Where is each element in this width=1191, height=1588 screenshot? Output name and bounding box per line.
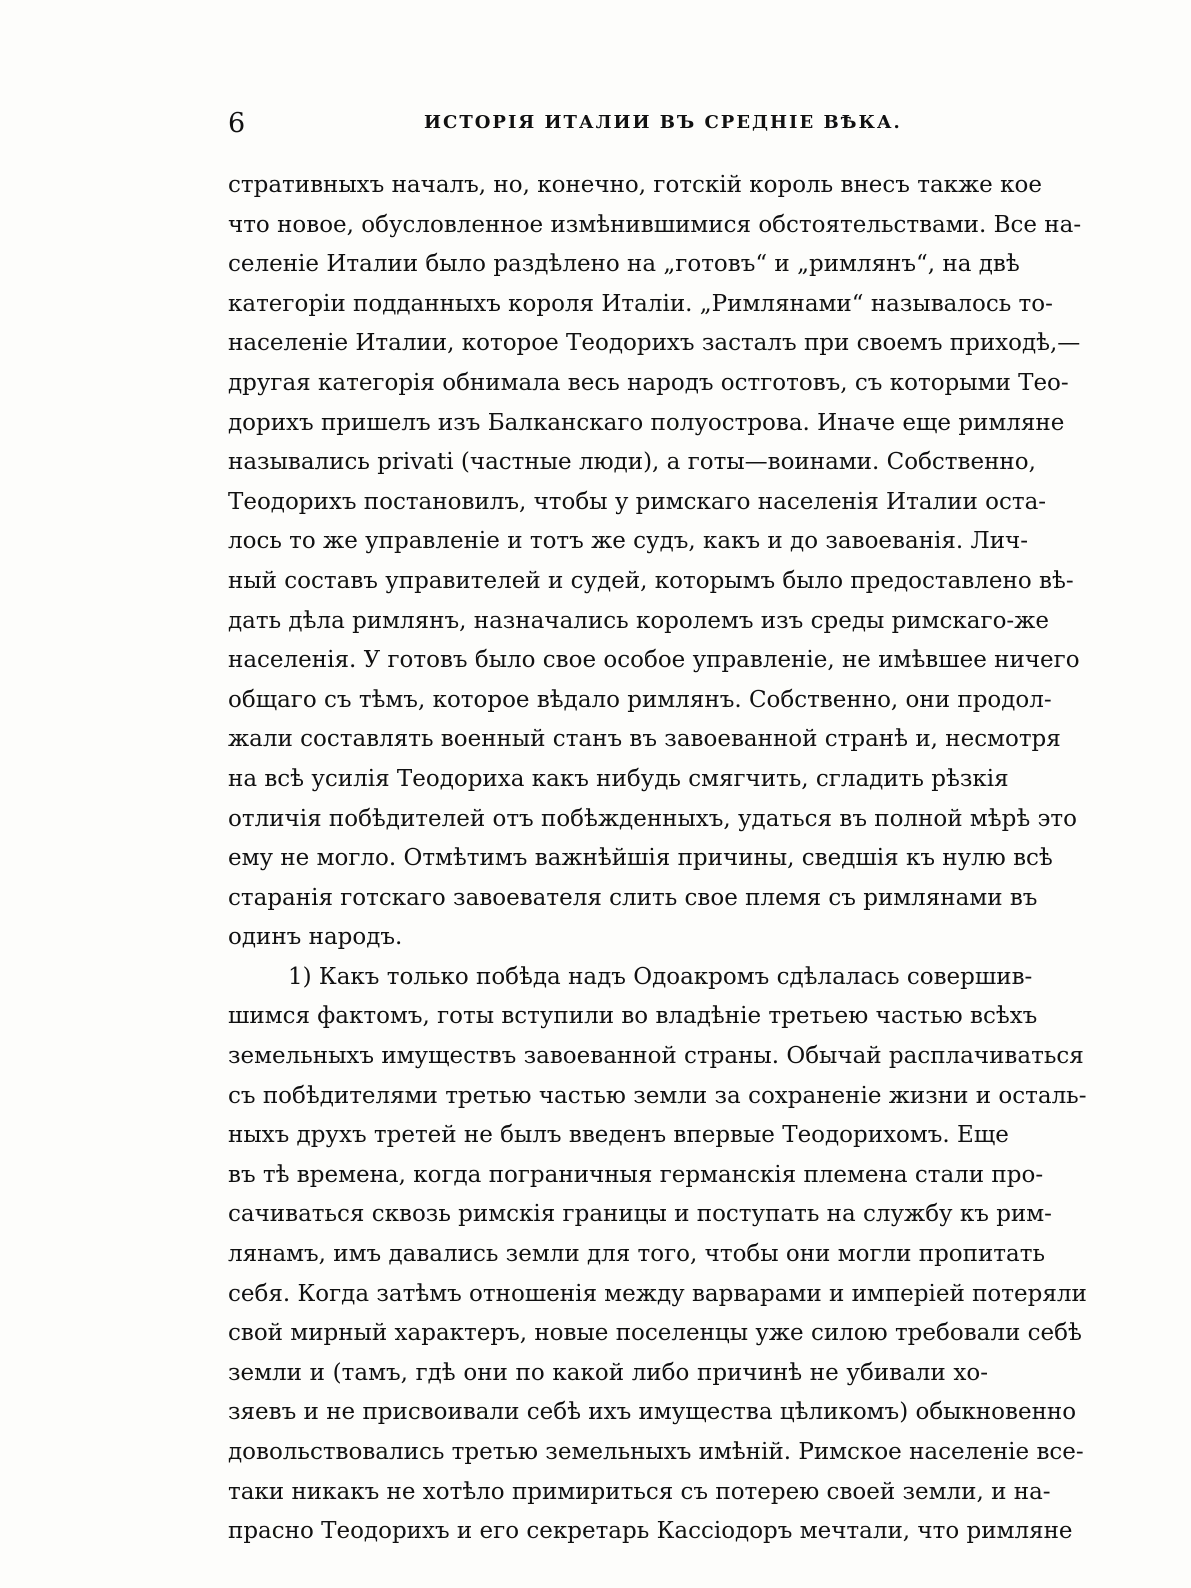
text-line: дать дѣла римлянъ, назначались королемъ изъ среды римскаго-же bbox=[228, 607, 1049, 634]
text-line: общаго съ тѣмъ, которое вѣдало римлянъ. Собственно, они продол- bbox=[228, 686, 1052, 713]
text-line: свой мирный характеръ, новые поселенцы уже силою требовали себѣ bbox=[228, 1320, 1082, 1347]
text-line: категоріи подданныхъ короля Италіи. „Римлянами“ называлось то- bbox=[228, 290, 1053, 317]
text-line: ный составъ управителей и судей, которымъ было предоставлено вѣ- bbox=[228, 567, 1074, 594]
running-title: ИСТОРІЯ ИТАЛИИ ВЪ СРЕДНІЕ ВѢКА. bbox=[424, 112, 902, 133]
text-line: ныхъ друхъ третей не былъ введенъ впервые Теодорихомъ. Еще bbox=[228, 1122, 1009, 1149]
text-line: довольствовались третью земельныхъ имѣній. Римское населеніе все- bbox=[228, 1439, 1084, 1465]
text-line: въ тѣ времена, когда пограничныя германскія племена стали про- bbox=[228, 1161, 1044, 1188]
text-line: лось то же управленіе и тотъ же судъ, какъ и до завоеванія. Лич- bbox=[228, 528, 1029, 555]
text-line: зяевъ и не присвоивали себѣ ихъ имущества цѣликомъ) обыкновенно bbox=[228, 1399, 1077, 1426]
text-line: что новое, обусловленное измѣнившимися обстоятельствами. Все на- bbox=[228, 211, 1082, 238]
text-line: другая категорія обнимала весь народъ остготовъ, съ которыми Тео- bbox=[228, 369, 1069, 396]
text-line: старанія готскаго завоевателя слить свое племя съ римлянами въ bbox=[228, 884, 1038, 911]
text-line: земли и (тамъ, гдѣ они по какой либо причинѣ не убивали хо- bbox=[228, 1359, 988, 1386]
text-line: прасно Теодорихъ и его секретарь Кассіодоръ мечтали, что римляне bbox=[228, 1518, 1073, 1545]
text-line: жали составлять военный станъ въ завоеванной странѣ и, несмотря bbox=[228, 726, 1061, 753]
text-line: съ побѣдителями третью частью земли за сохраненіе жизни и осталь- bbox=[228, 1082, 1087, 1109]
text-line: лянамъ, имъ давались земли для того, чтобы они могли пропитать bbox=[228, 1241, 1045, 1268]
text-line: таки никакъ не хотѣло примириться съ потерею своей земли, и на- bbox=[228, 1478, 1051, 1505]
text-line: отличія побѣдителей отъ побѣжденныхъ, удаться въ полной мѣрѣ это bbox=[228, 805, 1077, 832]
text-line: населенія. У готовъ было свое особое управленіе, не имѣвшее ничего bbox=[228, 647, 1080, 674]
running-head bbox=[228, 108, 988, 148]
paragraph bbox=[228, 166, 1082, 958]
text-line: на всѣ усилія Теодориха какъ нибудь смягчить, сгладить рѣзкія bbox=[228, 765, 1009, 792]
text-line: земельныхъ имуществъ завоеванной страны. Обычай расплачиваться bbox=[228, 1043, 1084, 1070]
paragraph bbox=[228, 958, 1087, 1552]
text-line: шимся фактомъ, готы вступили во владѣніе третьею частью всѣхъ bbox=[228, 1003, 1038, 1030]
text-line: 1) Какъ только побѣда надъ Одоакромъ сдѣлалась совершив- bbox=[288, 963, 1033, 990]
text-line: сачиваться сквозь римскія границы и поступать на службу къ рим- bbox=[228, 1201, 1052, 1228]
text-line: стративныхъ началъ, но, конечно, готскій король внесъ также кое bbox=[228, 172, 1042, 198]
text-line: ему не могло. Отмѣтимъ важнѣйшія причины, сведшія къ нулю всѣ bbox=[228, 845, 1053, 872]
body-text bbox=[228, 166, 1087, 1552]
text-line: себя. Когда затѣмъ отношенія между варварами и имперіей потеряли bbox=[228, 1280, 1087, 1307]
text-line: назывались privati (частные люди), а готы—воинами. Собственно, bbox=[228, 449, 1036, 476]
text-line: населеніе Италии, которое Теодорихъ засталъ при своемъ приходѣ,— bbox=[228, 330, 1081, 357]
text-line: одинъ народъ. bbox=[228, 924, 403, 951]
text-line: дорихъ пришелъ изъ Балканскаго полуострова. Иначе еще римляне bbox=[228, 409, 1065, 436]
page-number: 6 bbox=[228, 108, 246, 139]
text-line: Теодорихъ постановилъ, чтобы у римскаго населенія Италии оста- bbox=[228, 488, 1047, 515]
text-line: селеніе Италии было раздѣлено на „готовъ“ и „римлянъ“, на двѣ bbox=[228, 251, 1020, 278]
